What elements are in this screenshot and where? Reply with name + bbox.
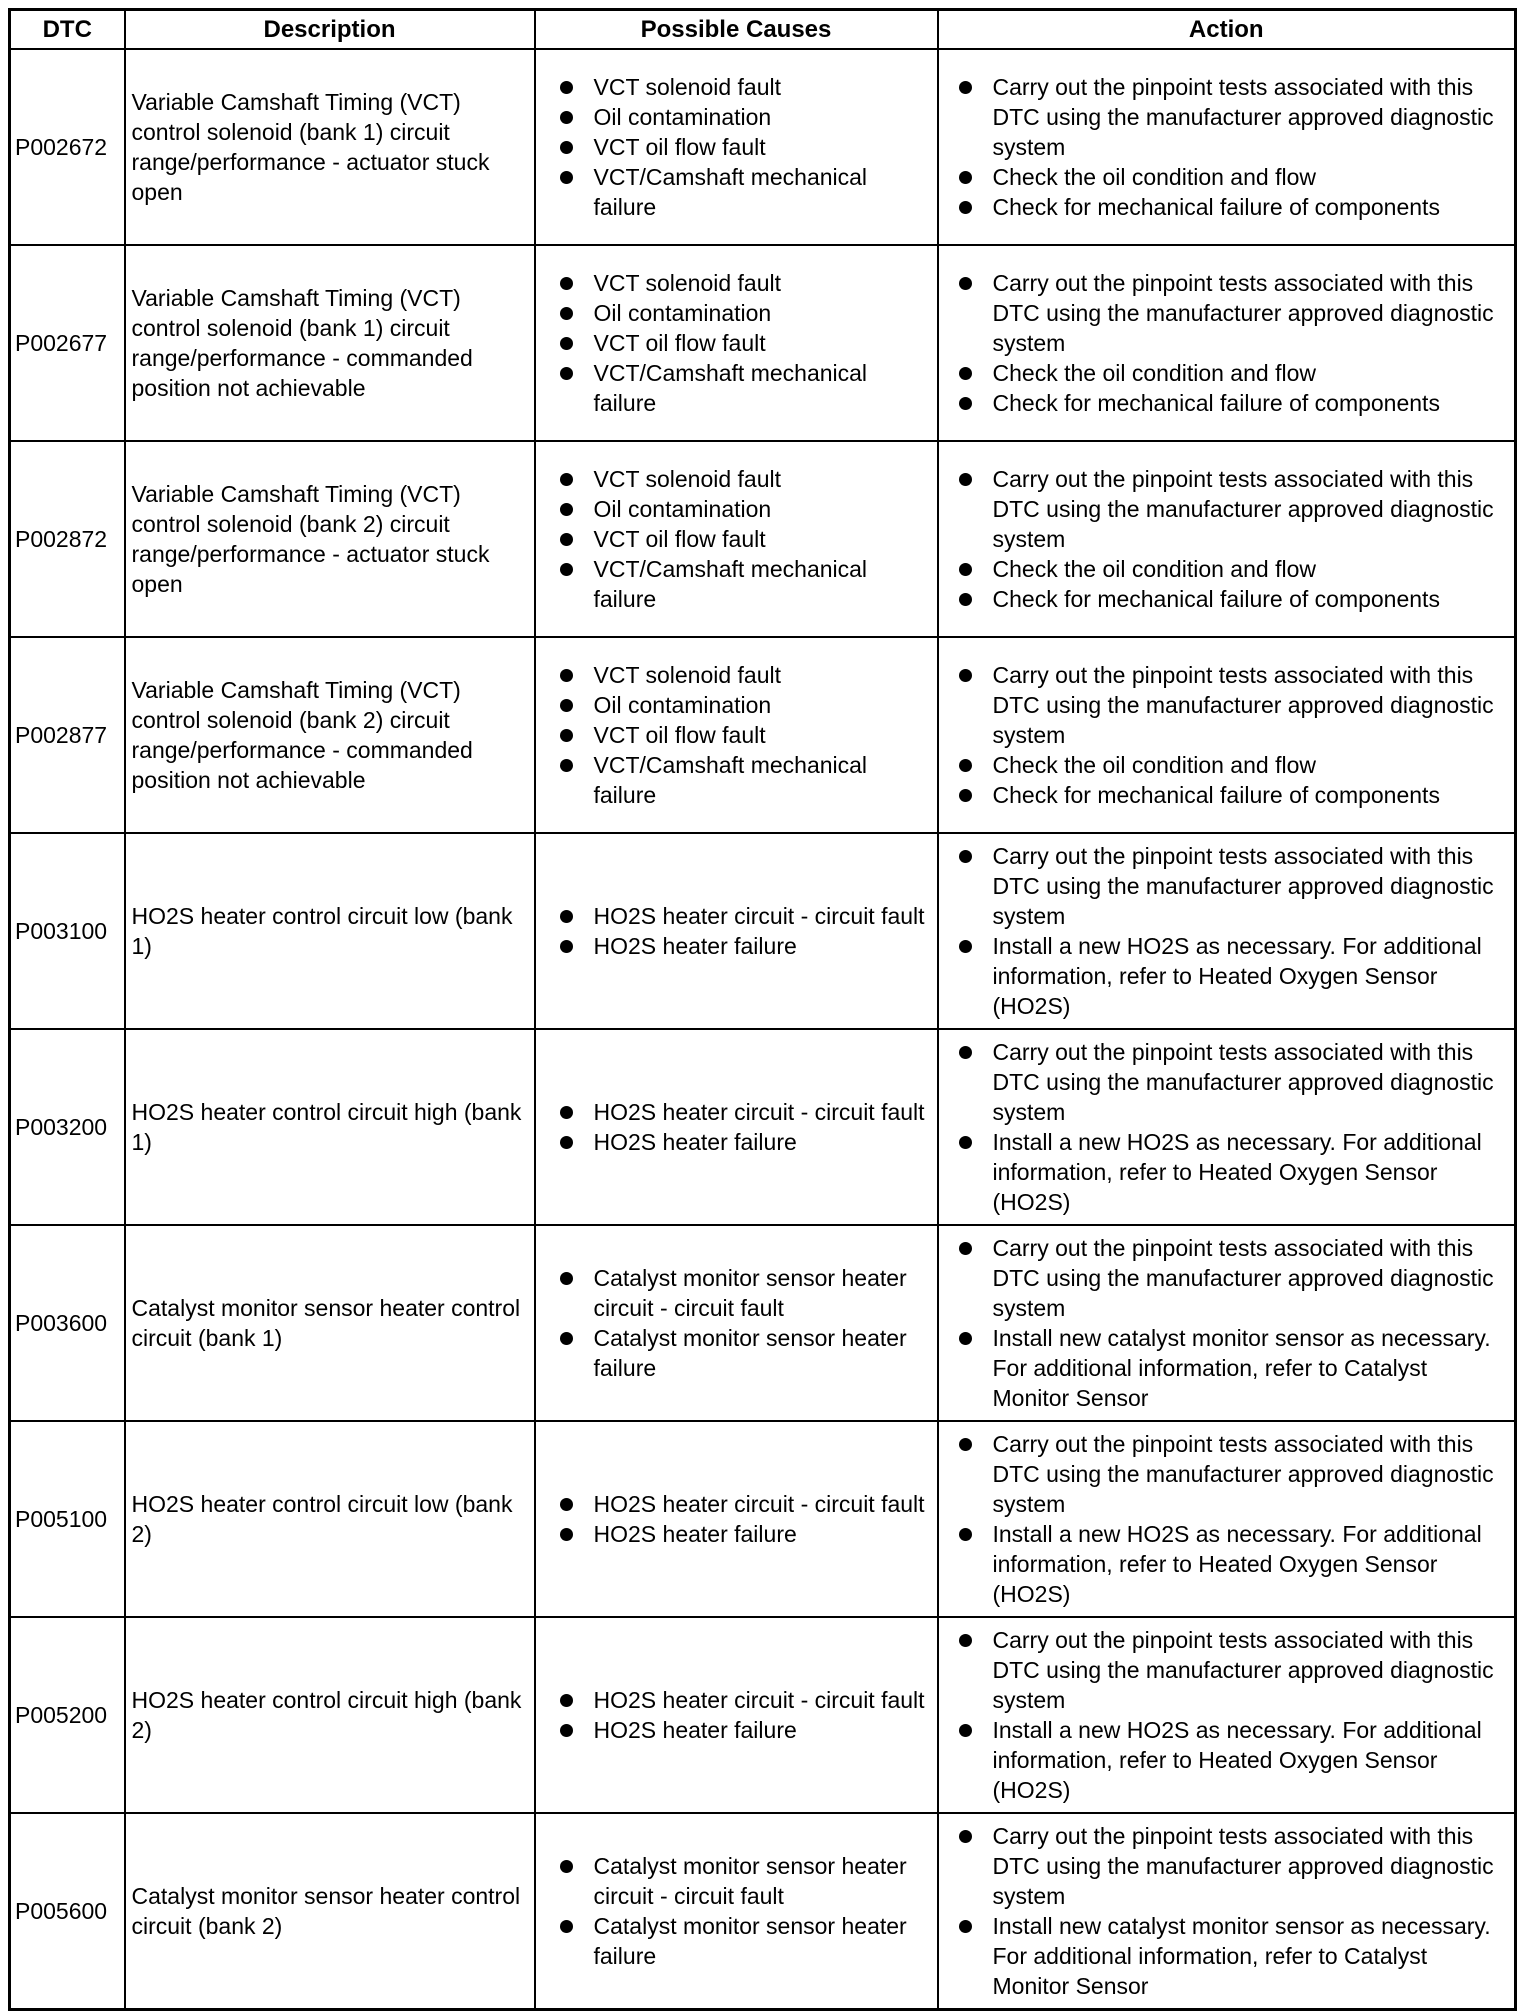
action-item: Carry out the pinpoint tests associated with this DTC using the manufacturer approved diagnostic system [959,464,1511,554]
cause-item: HO2S heater circuit - circuit fault [560,1489,927,1519]
actions-list [959,1037,1511,1217]
action-item: Carry out the pinpoint tests associated with this DTC using the manufacturer approved diagnostic system [959,1625,1511,1715]
cause-item: VCT/Camshaft mechanical failure [560,554,927,614]
actions-list [959,1233,1511,1413]
possible-causes-cell [535,1029,938,1225]
dtc-description: Variable Camshaft Timing (VCT) control solenoid (bank 2) circuit range/performance - commanded position not achievable [125,637,535,833]
cause-item: VCT/Camshaft mechanical failure [560,750,927,810]
causes-list [560,72,927,222]
table-row [10,49,1516,245]
table-row [10,833,1516,1029]
table-row [10,441,1516,637]
action-item: Install a new HO2S as necessary. For additional information, refer to Heated Oxygen Sensor (HO2S) [959,1715,1511,1805]
cause-item: VCT solenoid fault [560,660,927,690]
dtc-code: P002672 [10,49,125,245]
action-cell [938,1029,1516,1225]
cause-item: HO2S heater failure [560,1519,927,1549]
header-possible-causes: Possible Causes [535,10,938,50]
cause-item: HO2S heater failure [560,931,927,961]
cause-item: VCT solenoid fault [560,72,927,102]
possible-causes-cell [535,833,938,1029]
actions-list [959,268,1511,418]
actions-list [959,1625,1511,1805]
dtc-table [8,8,1517,2011]
table-row [10,1225,1516,1421]
possible-causes-cell [535,1225,938,1421]
dtc-description: HO2S heater control circuit low (bank 1) [125,833,535,1029]
dtc-description: Variable Camshaft Timing (VCT) control solenoid (bank 2) circuit range/performance - actuator stuck open [125,441,535,637]
action-item: Carry out the pinpoint tests associated with this DTC using the manufacturer approved diagnostic system [959,1037,1511,1127]
action-item: Check the oil condition and flow [959,358,1511,388]
table-row [10,1813,1516,2009]
dtc-code: P005600 [10,1813,125,2009]
dtc-code: P003100 [10,833,125,1029]
header-description: Description [125,10,535,50]
causes-list [560,1263,927,1383]
table-row [10,245,1516,441]
action-cell [938,1225,1516,1421]
cause-item: Catalyst monitor sensor heater circuit - circuit fault [560,1263,927,1323]
cause-item: VCT/Camshaft mechanical failure [560,358,927,418]
action-item: Carry out the pinpoint tests associated with this DTC using the manufacturer approved diagnostic system [959,1429,1511,1519]
dtc-description: Variable Camshaft Timing (VCT) control solenoid (bank 1) circuit range/performance - actuator stuck open [125,49,535,245]
table-body [10,49,1516,2009]
action-item: Check for mechanical failure of components [959,388,1511,418]
header-dtc: DTC [10,10,125,50]
action-item: Check the oil condition and flow [959,554,1511,584]
action-item: Carry out the pinpoint tests associated with this DTC using the manufacturer approved diagnostic system [959,72,1511,162]
possible-causes-cell [535,49,938,245]
action-item: Carry out the pinpoint tests associated with this DTC using the manufacturer approved diagnostic system [959,1233,1511,1323]
dtc-description: Catalyst monitor sensor heater control circuit (bank 2) [125,1813,535,2009]
action-item: Carry out the pinpoint tests associated with this DTC using the manufacturer approved diagnostic system [959,268,1511,358]
action-item: Install a new HO2S as necessary. For additional information, refer to Heated Oxygen Sensor (HO2S) [959,1519,1511,1609]
cause-item: HO2S heater circuit - circuit fault [560,1685,927,1715]
action-cell [938,1421,1516,1617]
action-cell [938,49,1516,245]
table-row [10,1029,1516,1225]
possible-causes-cell [535,1813,938,2009]
action-item: Install a new HO2S as necessary. For additional information, refer to Heated Oxygen Sensor (HO2S) [959,1127,1511,1217]
action-cell [938,441,1516,637]
action-item: Check for mechanical failure of components [959,584,1511,614]
causes-list [560,1097,927,1157]
cause-item: Catalyst monitor sensor heater circuit - circuit fault [560,1851,927,1911]
cause-item: VCT/Camshaft mechanical failure [560,162,927,222]
actions-list [959,1429,1511,1609]
cause-item: VCT solenoid fault [560,268,927,298]
dtc-description: HO2S heater control circuit low (bank 2) [125,1421,535,1617]
cause-item: Catalyst monitor sensor heater failure [560,1323,927,1383]
action-item: Check the oil condition and flow [959,750,1511,780]
cause-item: HO2S heater circuit - circuit fault [560,901,927,931]
dtc-description: HO2S heater control circuit high (bank 2) [125,1617,535,1813]
causes-list [560,1489,927,1549]
action-cell [938,833,1516,1029]
possible-causes-cell [535,441,938,637]
dtc-code: P003600 [10,1225,125,1421]
dtc-code: P002872 [10,441,125,637]
table-row [10,637,1516,833]
cause-item: VCT oil flow fault [560,328,927,358]
header-action: Action [938,10,1516,50]
action-cell [938,1617,1516,1813]
dtc-description: Catalyst monitor sensor heater control circuit (bank 1) [125,1225,535,1421]
action-item: Check the oil condition and flow [959,162,1511,192]
causes-list [560,1685,927,1745]
actions-list [959,464,1511,614]
causes-list [560,464,927,614]
action-item: Install a new HO2S as necessary. For additional information, refer to Heated Oxygen Sensor (HO2S) [959,931,1511,1021]
table-header-row [10,10,1516,50]
cause-item: Oil contamination [560,690,927,720]
dtc-code: P002677 [10,245,125,441]
cause-item: Oil contamination [560,102,927,132]
possible-causes-cell [535,1617,938,1813]
action-item: Check for mechanical failure of components [959,780,1511,810]
possible-causes-cell [535,637,938,833]
table-row [10,1421,1516,1617]
possible-causes-cell [535,245,938,441]
dtc-description: Variable Camshaft Timing (VCT) control solenoid (bank 1) circuit range/performance - commanded position not achievable [125,245,535,441]
cause-item: Oil contamination [560,494,927,524]
action-cell [938,245,1516,441]
causes-list [560,901,927,961]
cause-item: HO2S heater failure [560,1715,927,1745]
actions-list [959,1821,1511,2001]
action-item: Install new catalyst monitor sensor as necessary. For additional information, refer to Catalyst Monitor Sensor [959,1911,1511,2001]
actions-list [959,72,1511,222]
action-cell [938,637,1516,833]
cause-item: Oil contamination [560,298,927,328]
action-cell [938,1813,1516,2009]
dtc-code: P003200 [10,1029,125,1225]
actions-list [959,841,1511,1021]
cause-item: VCT oil flow fault [560,720,927,750]
action-item: Check for mechanical failure of components [959,192,1511,222]
cause-item: Catalyst monitor sensor heater failure [560,1911,927,1971]
dtc-code: P005200 [10,1617,125,1813]
dtc-description: HO2S heater control circuit high (bank 1) [125,1029,535,1225]
action-item: Install new catalyst monitor sensor as necessary. For additional information, refer to Catalyst Monitor Sensor [959,1323,1511,1413]
actions-list [959,660,1511,810]
action-item: Carry out the pinpoint tests associated with this DTC using the manufacturer approved diagnostic system [959,841,1511,931]
causes-list [560,660,927,810]
cause-item: HO2S heater failure [560,1127,927,1157]
action-item: Carry out the pinpoint tests associated with this DTC using the manufacturer approved diagnostic system [959,660,1511,750]
causes-list [560,1851,927,1971]
action-item: Carry out the pinpoint tests associated with this DTC using the manufacturer approved diagnostic system [959,1821,1511,1911]
dtc-code: P005100 [10,1421,125,1617]
causes-list [560,268,927,418]
cause-item: VCT solenoid fault [560,464,927,494]
dtc-code: P002877 [10,637,125,833]
cause-item: VCT oil flow fault [560,524,927,554]
table-row [10,1617,1516,1813]
possible-causes-cell [535,1421,938,1617]
cause-item: VCT oil flow fault [560,132,927,162]
cause-item: HO2S heater circuit - circuit fault [560,1097,927,1127]
